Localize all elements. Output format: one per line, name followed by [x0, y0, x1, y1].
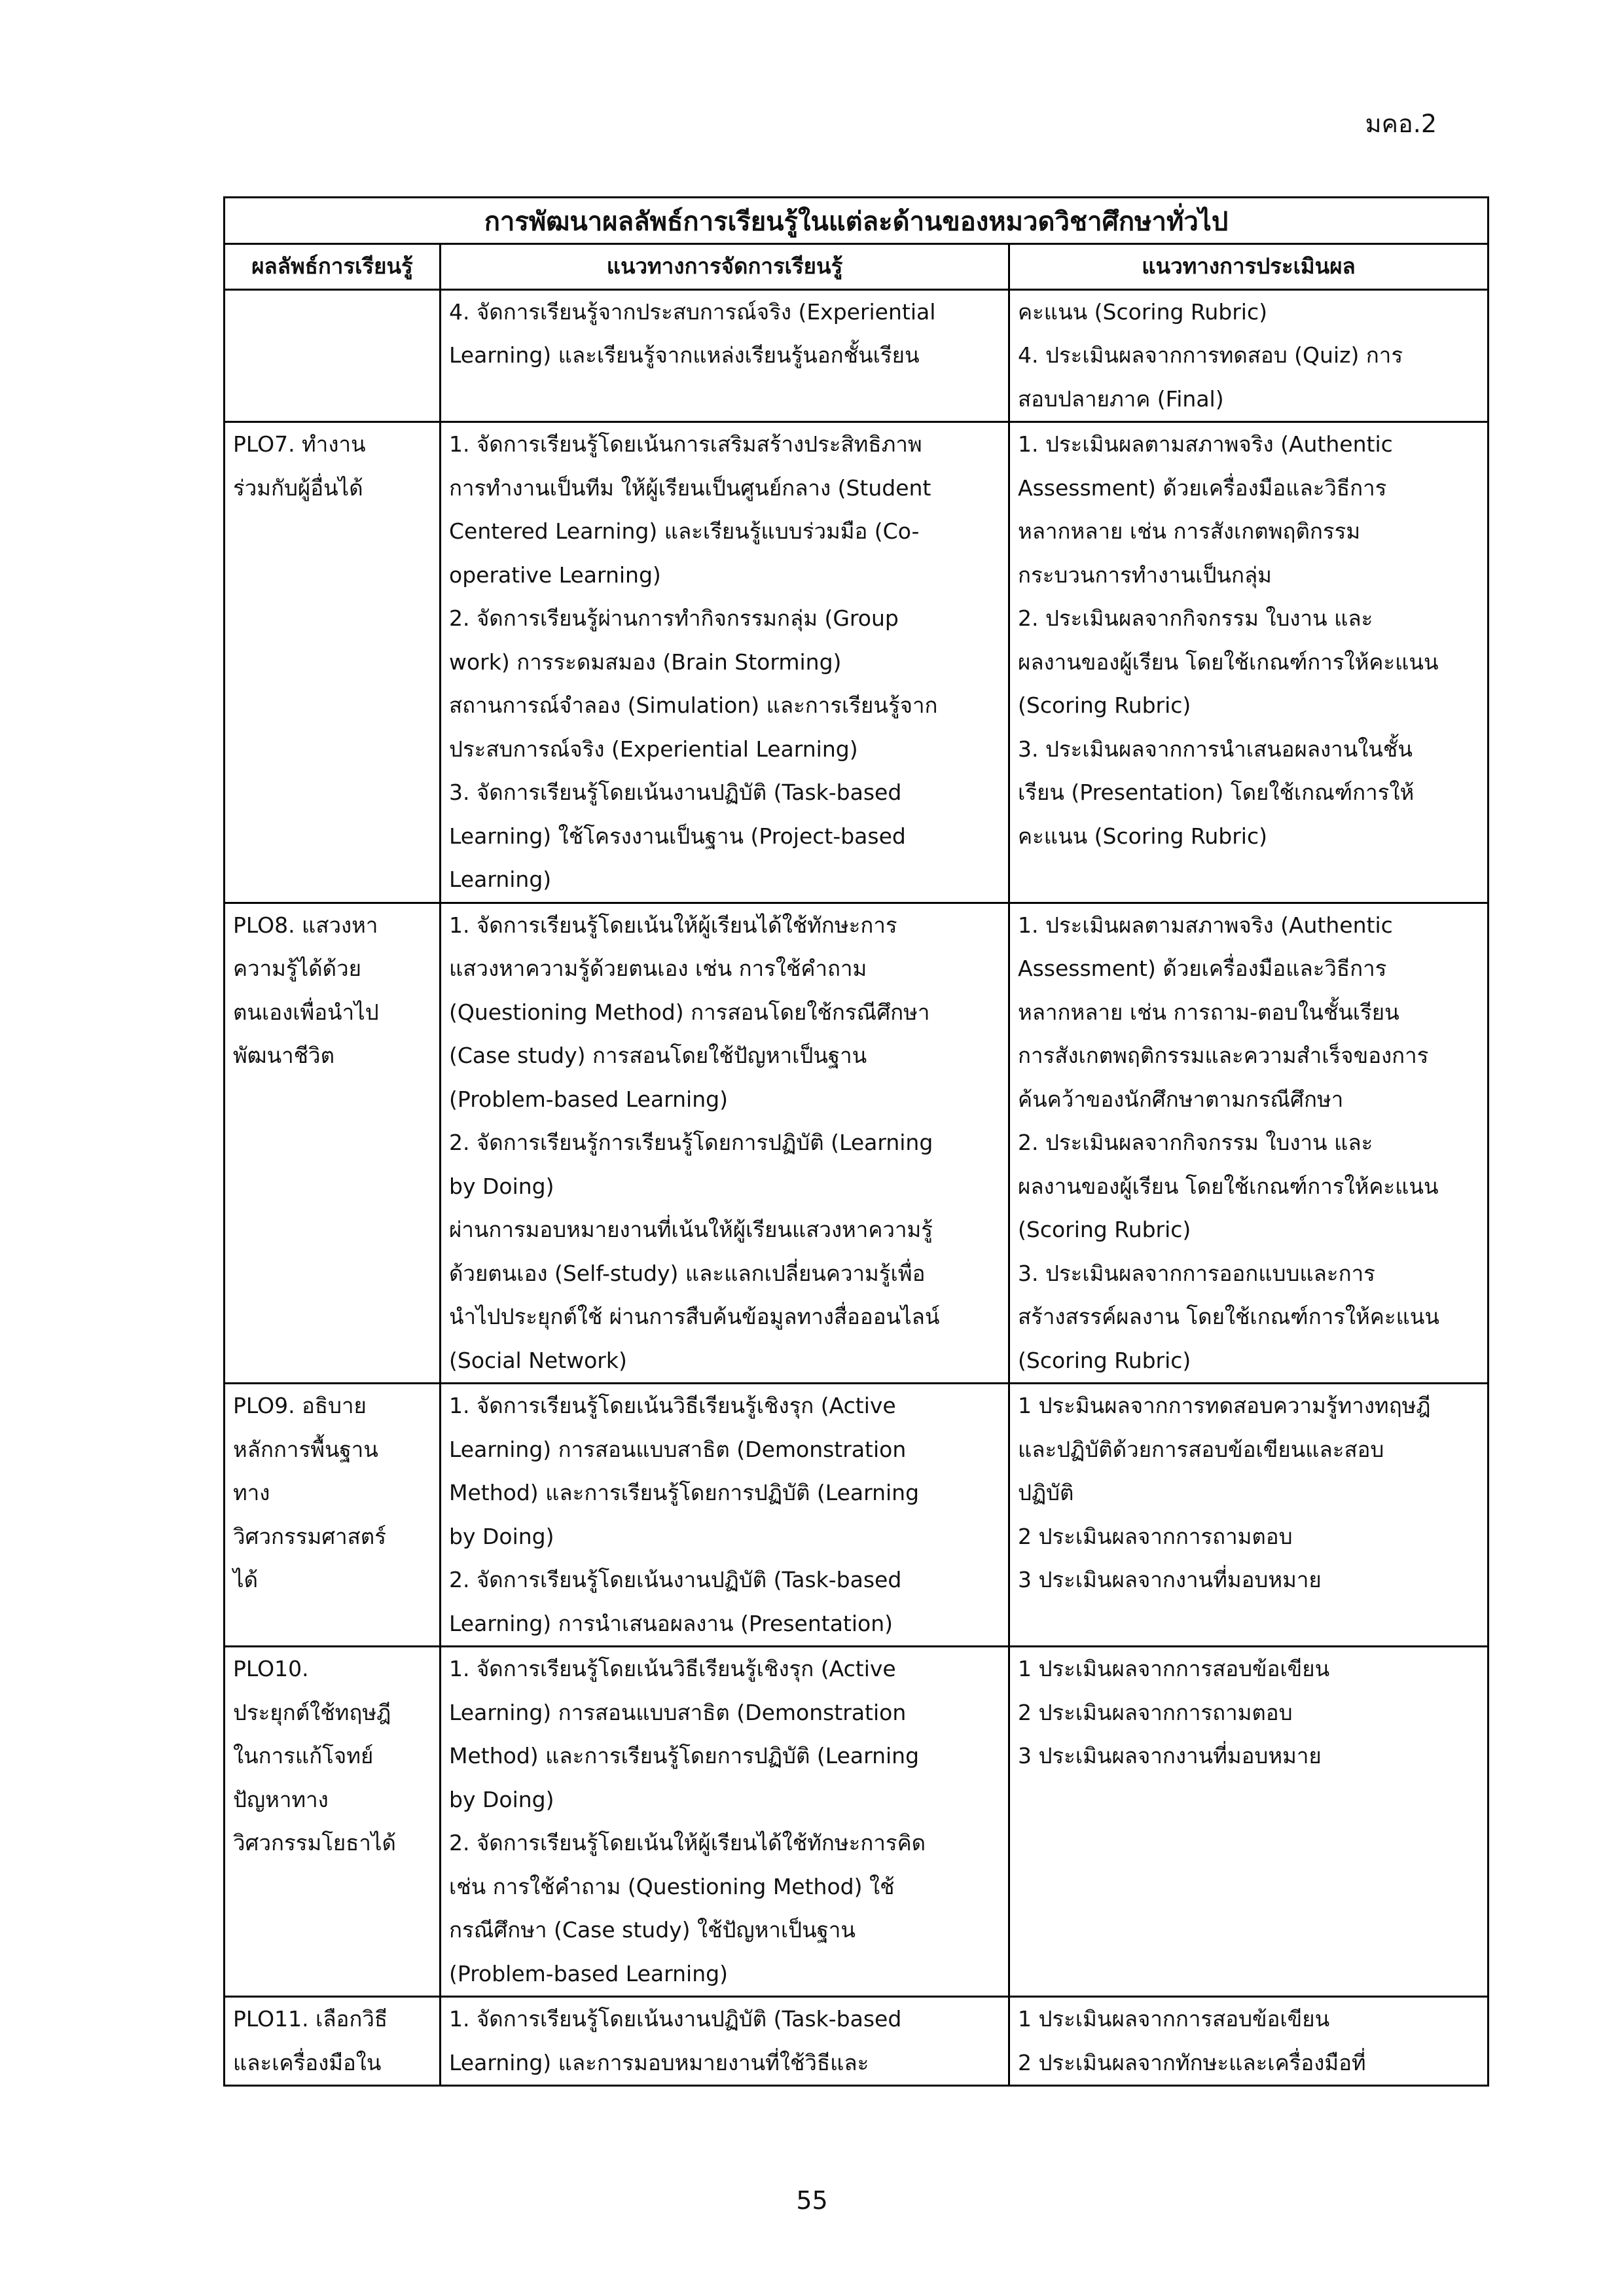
table-row [225, 1997, 1489, 2086]
assessment-cell: 1 ประเมินผลจากการสอบข้อเขียน 2 ประเมินผลจากทักษะและเครื่องมือที่ [1009, 1997, 1489, 2086]
assessment-cell: 1 ประเมินผลจากการสอบข้อเขียน 2 ประเมินผลจากการถามตอบ 3 ประเมินผลจากงานที่มอบหมาย [1009, 1647, 1489, 1997]
teaching-cell: 1. จัดการเรียนรู้โดยเน้นการเสริมสร้างประสิทธิภาพ การทำงานเป็นทีม ให้ผู้เรียนเป็นศูนย์กลาง (Student Centered Learning) และเรียนรู้แบบร่วมมือ (Co- operative Learning) 2. จัดการเรียนรู้ผ่านการทำกิจกรรมกลุ่ม (Group work) การระดมสมอง (Brain Storming) สถานการณ์จำลอง (Simulation) และการเรียนรู้จาก ประสบการณ์จริง (Experiential Learning) 3. จัดการเรียนรู้โดยเน้นงานปฏิบัติ (Task-based Learning) ใช้โครงงานเป็นฐาน (Project-based Learning) [441, 422, 1009, 903]
header-outcome: ผลลัพธ์การเรียนรู้ [225, 244, 441, 290]
table-row [225, 1647, 1489, 1997]
outcome-cell: PLO10. ประยุกต์ใช้ทฤษฎี ในการแก้โจทย์ ปัญหาทาง วิศวกรรมโยธาได้ [225, 1647, 441, 1997]
table-row [225, 903, 1489, 1384]
assessment-cell: คะแนน (Scoring Rubric) 4. ประเมินผลจากการทดสอบ (Quiz) การ สอบปลายภาค (Final) [1009, 289, 1489, 422]
table-title: การพัฒนาผลลัพธ์การเรียนรู้ในแต่ละด้านของหมวดวิชาศึกษาทั่วไป [225, 198, 1489, 244]
header-teaching: แนวทางการจัดการเรียนรู้ [441, 244, 1009, 290]
table-title-row [225, 198, 1489, 244]
assessment-cell: 1 ประมินผลจากการทดสอบความรู้ทางทฤษฎี และปฏิบัติด้วยการสอบข้อเขียนและสอบ ปฏิบัติ 2 ประเมินผลจากการถามตอบ 3 ประเมินผลจากงานที่มอบหมาย [1009, 1384, 1489, 1647]
outcome-cell: PLO8. แสวงหา ความรู้ได้ด้วย ตนเองเพื่อนำไป พัฒนาชีวิต [225, 903, 441, 1384]
table-header-row [225, 244, 1489, 290]
teaching-cell: 1. จัดการเรียนรู้โดยเน้นให้ผู้เรียนได้ใช้ทักษะการ แสวงหาความรู้ด้วยตนเอง เช่น การใช้คำถาม (Questioning Method) การสอนโดยใช้กรณีศึกษา (Case study) การสอนโดยใช้ปัญหาเป็นฐาน (Problem-based Learning) 2. จัดการเรียนรู้การเรียนรู้โดยการปฏิบัติ (Learning by Doing) ผ่านการมอบหมายงานที่เน้นให้ผู้เรียนแสวงหาความรู้ ด้วยตนเอง (Self-study) และแลกเปลี่ยนความรู้เพื่อ นำไปประยุกต์ใช้ ผ่านการสืบค้นข้อมูลทางสื่อออนไลน์ (Social Network) [441, 903, 1009, 1384]
assessment-cell: 1. ประเมินผลตามสภาพจริง (Authentic Assessment) ด้วยเครื่องมือและวิธีการ หลากหลาย เช่น การสังเกตพฤติกรรม กระบวนการทำงานเป็นกลุ่ม 2. ประเมินผลจากกิจกรรม ใบงาน และ ผลงานของผู้เรียน โดยใช้เกณฑ์การให้คะแนน (Scoring Rubric) 3. ประเมินผลจากการนำเสนอผลงานในชั้น เรียน (Presentation) โดยใช้เกณฑ์การให้ คะแนน (Scoring Rubric) [1009, 422, 1489, 903]
header-assessment: แนวทางการประเมินผล [1009, 244, 1489, 290]
outcome-cell: PLO9. อธิบาย หลักการพื้นฐาน ทาง วิศวกรรมศาสตร์ ได้ [225, 1384, 441, 1647]
table-row [225, 289, 1489, 422]
teaching-cell: 1. จัดการเรียนรู้โดยเน้นวิธีเรียนรู้เชิงรุก (Active Learning) การสอนแบบสาธิต (Demonstration Method) และการเรียนรู้โดยการปฏิบัติ (Learning by Doing) 2. จัดการเรียนรู้โดยเน้นงานปฏิบัติ (Task-based Learning) การนำเสนอผลงาน (Presentation) [441, 1384, 1009, 1647]
assessment-cell: 1. ประเมินผลตามสภาพจริง (Authentic Assessment) ด้วยเครื่องมือและวิธีการ หลากหลาย เช่น การถาม-ตอบในชั้นเรียน การสังเกตพฤติกรรมและความสำเร็จของการ ค้นคว้าของนักศึกษาตามกรณีศึกษา 2. ประเมินผลจากกิจกรรม ใบงาน และ ผลงานของผู้เรียน โดยใช้เกณฑ์การให้คะแนน (Scoring Rubric) 3. ประเมินผลจากการออกแบบและการ สร้างสรรค์ผลงาน โดยใช้เกณฑ์การให้คะแนน (Scoring Rubric) [1009, 903, 1489, 1384]
learning-outcomes-table [223, 196, 1489, 2087]
outcome-cell: PLO7. ทำงาน ร่วมกับผู้อื่นได้ [225, 422, 441, 903]
table-row [225, 1384, 1489, 1647]
teaching-cell: 1. จัดการเรียนรู้โดยเน้นงานปฏิบัติ (Task-based Learning) และการมอบหมายงานที่ใช้วิธีและ [441, 1997, 1009, 2086]
teaching-cell: 4. จัดการเรียนรู้จากประสบการณ์จริง (Experiential Learning) และเรียนรู้จากแหล่งเรียนรู้นอกชั้นเรียน [441, 289, 1009, 422]
teaching-cell: 1. จัดการเรียนรู้โดยเน้นวิธีเรียนรู้เชิงรุก (Active Learning) การสอนแบบสาธิต (Demonstration Method) และการเรียนรู้โดยการปฏิบัติ (Learning by Doing) 2. จัดการเรียนรู้โดยเน้นให้ผู้เรียนได้ใช้ทักษะการคิด เช่น การใช้คำถาม (Questioning Method) ใช้ กรณีศึกษา (Case study) ใช้ปัญหาเป็นฐาน (Problem-based Learning) [441, 1647, 1009, 1997]
document-code: มคอ.2 [1365, 109, 1437, 138]
page-number: 55 [796, 2186, 828, 2215]
outcome-cell: PLO11. เลือกวิธี และเครื่องมือใน [225, 1997, 441, 2086]
table-row [225, 422, 1489, 903]
outcome-cell [225, 289, 441, 422]
